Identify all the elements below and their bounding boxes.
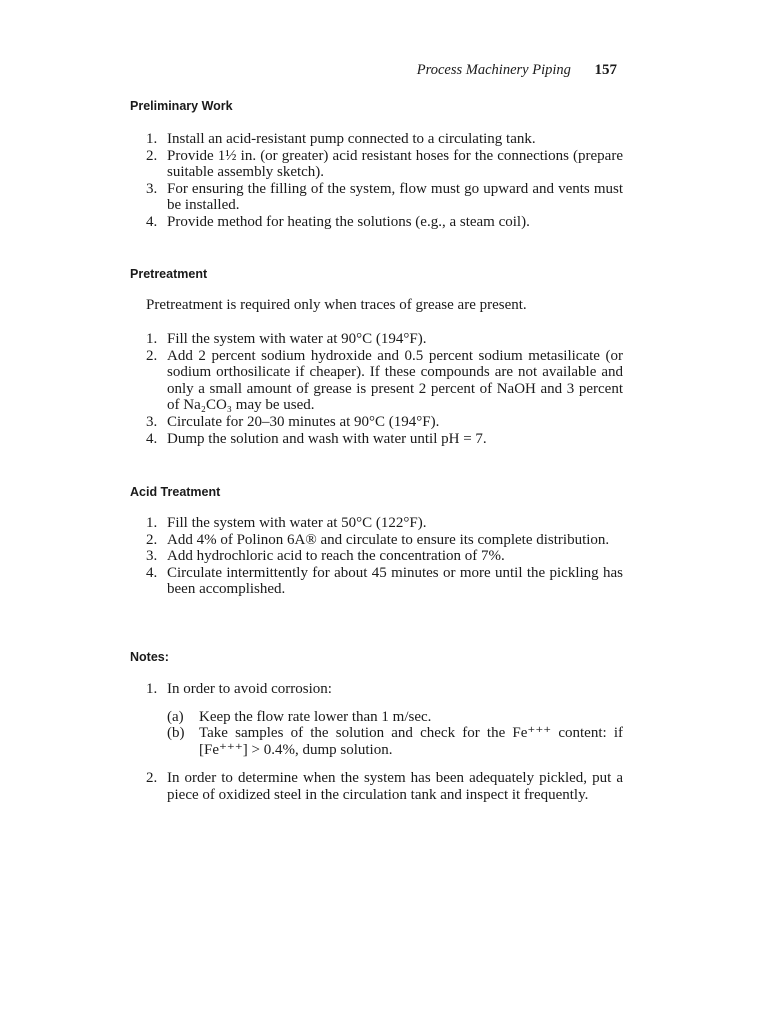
item-text: Provide method for heating the solutions (e.g., a steam coil). [167,213,530,230]
item-text: Circulate intermittently for about 45 minutes or more until the pickling has been accomplished. [167,564,623,598]
item-text: Add 2 percent sodium hydroxide and 0.5 percent sodium metasilicate (or sodium orthosilicate if cheaper). If these compounds are not available and only a small amount of grease is present 2 percent of NaOH and 3 percent of Na₂CO₃ may be used. [167,347,623,414]
list-acid-treatment [0,515,768,598]
list-item [0,148,623,181]
item-number: 4. [146,430,158,447]
item-number: 1. [146,131,158,147]
item-text: Provide 1½ in. (or greater) acid resistant hoses for the connections (prepare suitable assembly sketch). [167,147,623,181]
item-number: 2. [146,531,158,548]
item-number: 1. [146,515,158,531]
list-item [0,681,623,758]
list-item [0,131,623,148]
heading-acid-treatment: Acid Treatment [130,485,221,499]
sublist-item [167,725,623,758]
item-text: In order to avoid corrosion: [167,681,332,697]
list-item [0,331,623,348]
list-notes [0,681,768,804]
list-item [0,214,623,231]
heading-pretreatment: Pretreatment [130,267,208,281]
sublist-corrosion [167,709,623,759]
item-text: Fill the system with water at 50°C (122°F). [167,515,427,531]
item-text: In order to determine when the system has been adequately pickled, put a piece of oxidized steel in the circulation tank and inspect it frequently. [167,770,623,803]
item-number: 2. [146,770,158,787]
list-item [0,181,623,214]
pretreatment-intro: Pretreatment is required only when traces of grease are present. [146,297,527,313]
item-number: 3. [146,180,158,197]
list-item [0,414,623,431]
subitem-letter: (a) [167,708,184,725]
item-text: Fill the system with water at 90°C (194°F). [167,331,427,347]
list-preliminary-work [0,131,768,231]
list-item [0,565,623,598]
list-item [0,431,623,448]
list-pretreatment [0,331,768,447]
list-item [0,548,623,565]
item-number: 1. [146,681,158,697]
item-text: Dump the solution and wash with water until pH = 7. [167,430,487,447]
list-item [0,348,623,414]
item-text: Add hydrochloric acid to reach the concentration of 7%. [167,548,505,565]
item-text: Add 4% of Polinon 6A® and circulate to ensure its complete distribution. [167,531,610,548]
item-number: 1. [146,331,158,347]
item-number: 2. [146,347,158,364]
sublist-item [167,709,623,726]
heading-preliminary-work: Preliminary Work [130,99,233,113]
page-number: 157 [594,62,617,78]
item-number: 4. [146,564,158,581]
heading-notes: Notes: [130,650,169,664]
item-number: 4. [146,213,158,230]
item-text: For ensuring the filling of the system, flow must go upward and vents must be installed. [167,180,623,214]
item-text: Install an acid-resistant pump connected to a circulating tank. [167,131,536,147]
item-number: 3. [146,548,158,565]
running-title: Process Machinery Piping [416,62,571,78]
subitem-text: Keep the flow rate lower than 1 m/sec. [199,708,432,725]
subitem-text: Take samples of the solution and check for the Fe⁺⁺⁺ content: if [Fe⁺⁺⁺] > 0.4%, dump solution. [199,725,623,758]
subitem-letter: (b) [167,725,185,742]
item-number: 3. [146,413,158,430]
item-number: 2. [146,147,158,164]
list-item [0,515,623,532]
running-head [417,62,617,79]
list-item [0,770,623,803]
item-text: Circulate for 20–30 minutes at 90°C (194°F). [167,413,440,430]
list-item [0,532,623,549]
